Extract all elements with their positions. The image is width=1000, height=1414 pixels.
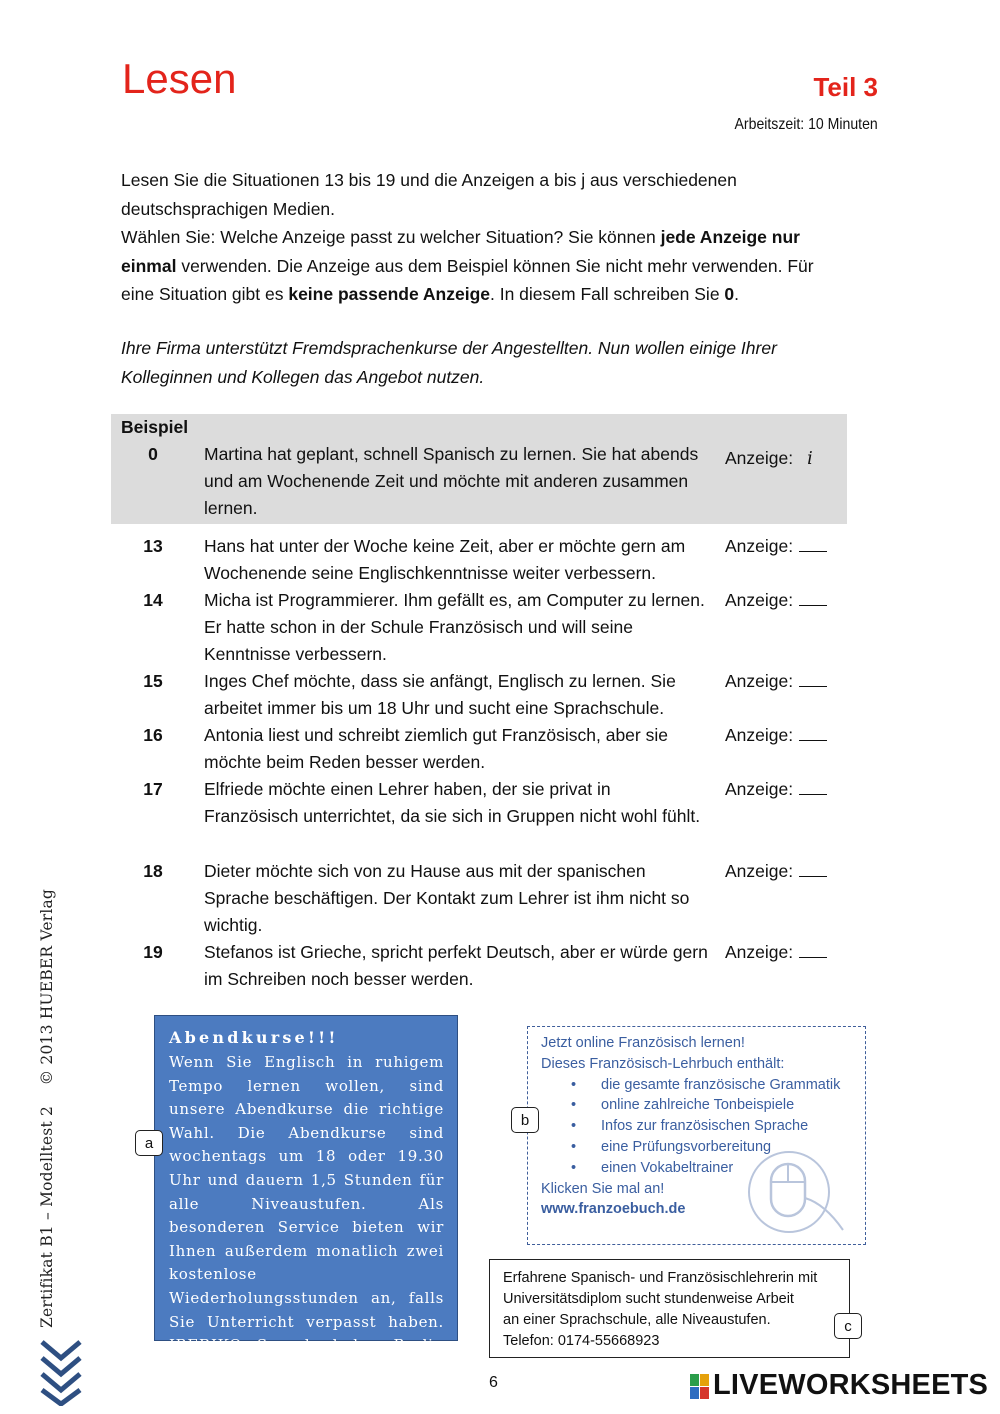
ad-c-line: an einer Sprachschule, alle Niveaustufen.: [503, 1312, 771, 1328]
instruction-text: . In diesem Fall schreiben Sie: [490, 284, 725, 304]
answer-blank[interactable]: [799, 535, 827, 552]
instructions: [121, 166, 861, 309]
publisher-credit: Zertifikat B1 – Modelltest 2 © 2013 HUEBER Verlag: [38, 888, 56, 1328]
ad-b-subline: Dieses Französisch-Lehrbuch enthält:: [541, 1055, 785, 1072]
example-text: Martina hat geplant, schnell Spanisch zu lernen. Sie hat abends und am Wochenende Zeit und möchte mit anderen zusammen lernen.: [204, 444, 699, 518]
ad-a: [154, 1015, 458, 1378]
situation-answer: [725, 722, 827, 749]
part-label: Teil 3: [813, 72, 878, 102]
ad-b-cta: Klicken Sie mal an!: [541, 1180, 665, 1197]
situation-number: 16: [143, 725, 163, 745]
instruction-text: deutschsprachigen Medien.: [121, 198, 336, 219]
chevron-down-icon: [40, 1340, 82, 1406]
answer-blank[interactable]: [799, 589, 827, 606]
instruction-emphasis: jede Anzeige nur: [660, 227, 800, 247]
instruction-emphasis: keine passende Anzeige: [288, 284, 490, 304]
answer-label: Anzeige:: [725, 536, 794, 556]
answer-label: Anzeige:: [725, 725, 794, 745]
answer-label: Anzeige:: [725, 779, 794, 799]
answer-blank[interactable]: [799, 860, 827, 877]
context-text: [121, 334, 861, 391]
situation-number: 13: [143, 536, 163, 556]
instruction-text: eine Situation gibt es: [121, 284, 289, 304]
ad-b-bullet: • Infos zur französischen Sprache: [601, 1116, 857, 1137]
answer-blank[interactable]: [799, 778, 827, 795]
answer-label: Anzeige:: [725, 448, 794, 468]
situation-answer: [725, 587, 827, 614]
situation-answer: [725, 776, 827, 803]
situation-text: Inges Chef möchte, dass sie anfängt, Englisch zu lernen. Sie arbeitet immer bis um 18 Uhr und sucht eine Sprachschule.: [204, 671, 676, 718]
brand-logo: [690, 1371, 988, 1400]
ad-b-label: b: [511, 1107, 539, 1133]
situation-text: Elfriede möchte einen Lehrer haben, der sie privat in Französisch unterrichtet, da sie sich in Gruppen nicht wohl fühlt.: [204, 779, 701, 826]
ad-c-label: c: [834, 1313, 862, 1339]
ad-b-url: www.franzoebuch.de: [541, 1201, 686, 1218]
situation-text: Stefanos ist Grieche, spricht perfekt Deutsch, aber er würde gern im Schreiben noch besser werden.: [204, 942, 708, 989]
situation-text: Antonia liest und schreibt ziemlich gut Französisch, aber sie möchte beim Reden besser werden.: [204, 725, 668, 772]
situation-answer: [725, 533, 827, 560]
answer-label: Anzeige:: [725, 671, 794, 691]
situation-number: 17: [143, 779, 163, 799]
instruction-text: Wählen Sie: Welche Anzeige passt zu welcher Situation? Sie können: [121, 227, 661, 247]
instruction-emphasis: 0: [724, 284, 735, 304]
situation-text: Micha ist Programmierer. Ihm gefällt es, am Computer zu lernen. Er hatte schon in der Schule Französisch und will seine Kenntnisse verbessern.: [204, 590, 705, 664]
ad-a-heading: Abendkurse!!!: [169, 1028, 339, 1047]
ad-c: [489, 1259, 850, 1358]
ad-b-bullet: • einen Vokabeltrainer: [601, 1158, 857, 1179]
instruction-text: .: [734, 284, 740, 304]
example-answer-value: i: [807, 449, 813, 469]
example-answer: [725, 445, 813, 473]
situation-text: Hans hat unter der Woche keine Zeit, aber er möchte gern am Wochenende seine Englischkenntnisse weiter verbessern.: [204, 536, 686, 583]
answer-blank[interactable]: [799, 670, 827, 687]
example-heading: Beispiel: [121, 417, 189, 437]
context-line: Ihre Firma unterstützt Fremdsprachenkurse der Angestellten. Nun wollen einige Ihrer: [121, 338, 777, 358]
page-number: 6: [489, 1374, 498, 1391]
ad-b-bullet: • eine Prüfungsvorbereitung: [601, 1137, 857, 1158]
ad-b-list: [541, 1075, 857, 1179]
ad-c-line: Universitätsdiplom sucht stundenweise Arbeit: [503, 1291, 794, 1307]
ad-a-label: a: [135, 1130, 163, 1156]
live-logo-icon: [690, 1374, 710, 1400]
instruction-text: Lesen Sie die Situationen 13 bis 19 und die Anzeigen a bis j aus verschiedenen: [121, 170, 737, 190]
page-title: Lesen: [122, 55, 237, 102]
answer-blank[interactable]: [799, 941, 827, 958]
example-number: 0: [148, 444, 158, 464]
answer-blank[interactable]: [799, 724, 827, 741]
brand-text: LIVEWORKSHEETS: [713, 1369, 989, 1401]
answer-label: Anzeige:: [725, 590, 794, 610]
ad-b-bullet: • online zahlreiche Tonbeispiele: [601, 1095, 857, 1116]
ad-a-body: Wenn Sie Englisch in ruhigem Tempo lernen wollen, sind unsere Abendkurse die richtige Wahl. Die Abendkurse sind wochentags um 18 oder 19.30 Uhr und dauern 1,5 Stunden für alle Niveaustufen. Als besonderen Service bieten wir Ihnen außerdem monatlich zwei kostenlose Wiederholungsstunden an, falls Sie Unterricht verpasst haben. IBERIKO Sprachschulen Berlin Tel.: 030-4495656: [169, 1053, 444, 1378]
situation-number: 19: [143, 942, 163, 962]
situation-answer: [725, 668, 827, 695]
situation-text: Dieter möchte sich von zu Hause aus mit der spanischen Sprache beschäftigen. Der Kontakt zum Lehrer ist ihm nicht so wichtig.: [204, 861, 690, 935]
situation-number: 18: [143, 861, 163, 881]
context-line: Kolleginnen und Kollegen das Angebot nutzen.: [121, 366, 485, 387]
answer-label: Anzeige:: [725, 942, 794, 962]
ad-c-line: Telefon: 0174-55668923: [503, 1333, 660, 1349]
ad-b: [527, 1026, 866, 1245]
instruction-text: verwenden. Die Anzeige aus dem Beispiel können Sie nicht mehr verwenden. Für: [176, 255, 814, 276]
situation-number: 15: [143, 671, 163, 691]
work-time: Arbeitszeit: 10 Minuten: [734, 116, 878, 133]
situation-answer: [725, 939, 827, 966]
instruction-emphasis: einmal: [121, 255, 177, 276]
situation-number: 14: [143, 590, 163, 610]
ad-b-bullet: • die gesamte französische Grammatik: [601, 1075, 857, 1096]
ad-c-line: Erfahrene Spanisch- und Französischlehrerin mit: [503, 1270, 818, 1286]
situation-answer: [725, 858, 827, 885]
ad-b-headline: Jetzt online Französisch lernen!: [541, 1035, 745, 1051]
answer-label: Anzeige:: [725, 861, 794, 881]
